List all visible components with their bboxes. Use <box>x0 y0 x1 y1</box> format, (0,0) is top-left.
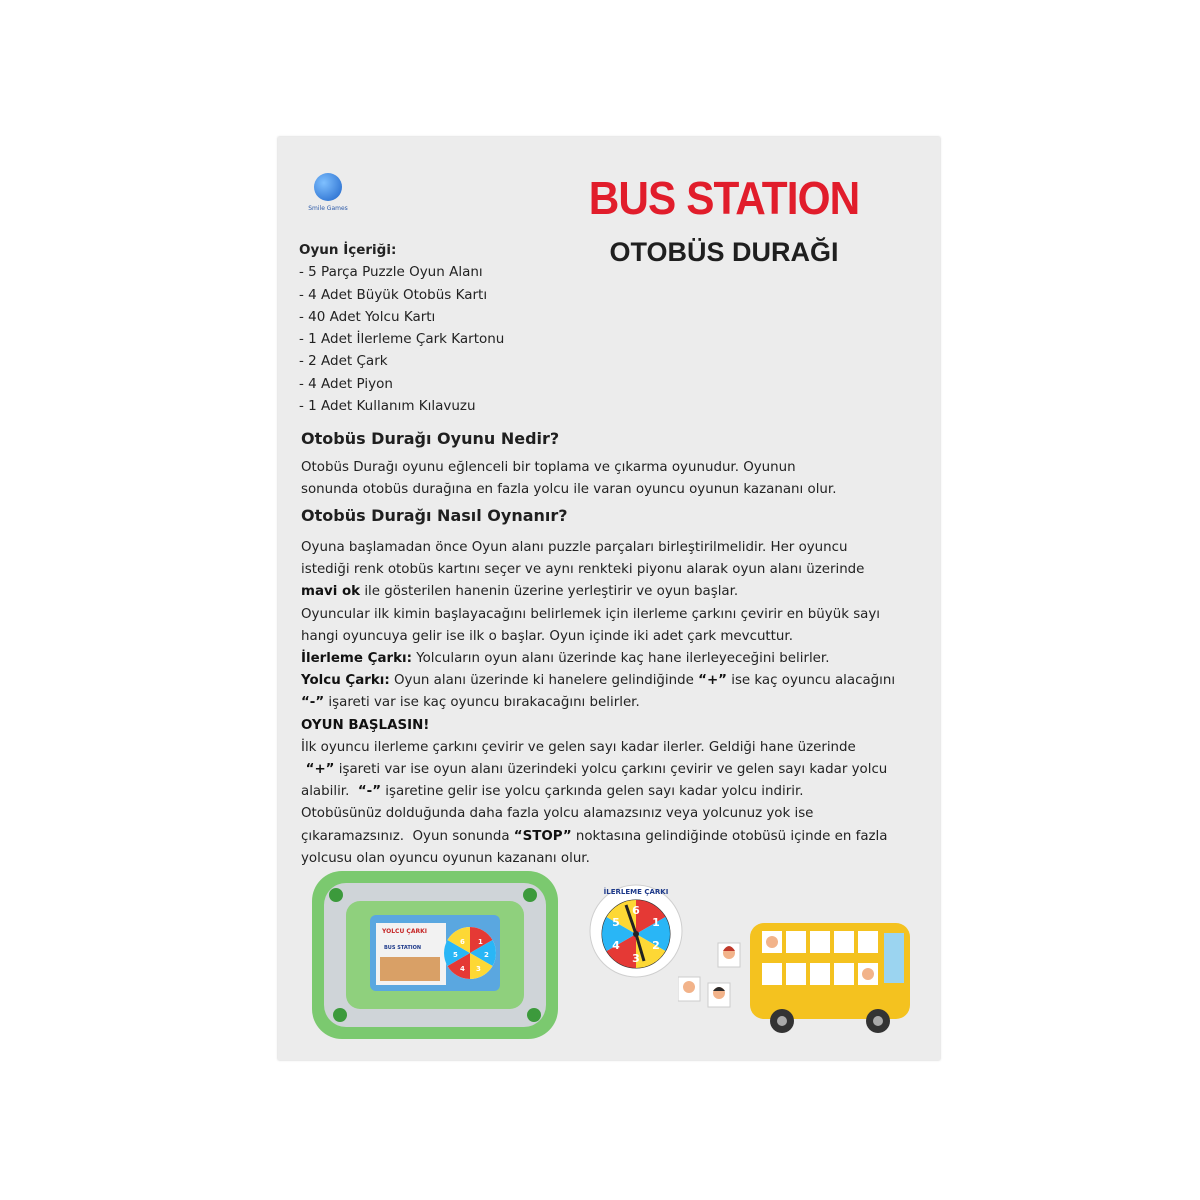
bus-window <box>786 963 806 985</box>
smile-games-icon <box>314 173 342 201</box>
how-line: Otobüsünüz dolduğunda daha fazla yolcu alamazsınız veya yolcunuz yok ise <box>301 806 814 822</box>
bus-hubcap <box>777 1016 787 1026</box>
how-line-bold: “-” <box>301 695 325 711</box>
bus-window <box>786 931 806 953</box>
how-line-bold: “STOP” <box>513 828 572 844</box>
passenger-face-icon <box>862 968 874 980</box>
bus-window <box>834 963 854 985</box>
how-line <box>301 670 926 692</box>
how-line <box>301 581 926 603</box>
wheel-number: 6 <box>632 904 640 917</box>
how-line: hangi oyuncuya gelir ise ilk o başlar. Oyun içinde iki adet çark mevcuttur. <box>301 628 793 644</box>
contents-item: - 1 Adet İlerleme Çark Kartonu <box>299 331 505 348</box>
how-line <box>301 692 926 714</box>
bus-window <box>810 931 830 953</box>
how-line <box>301 759 926 781</box>
board-station-label: BUS STATION <box>384 945 422 951</box>
what-heading: Otobüs Durağı Oyunu Nedir? <box>301 429 560 448</box>
how-line-bold: “-” <box>357 784 382 800</box>
what-paragraph <box>301 457 926 501</box>
how-line-text: ise kaç oyuncu alacağını <box>726 673 896 689</box>
contents-item: - 2 Adet Çark <box>299 353 388 370</box>
how-line-text: işareti var ise oyun alanı üzerindeki yolcu çarkını çevirir ve gelen sayı kadar yolcu <box>334 762 888 778</box>
spinner-label: İLERLEME ÇARKI <box>603 888 669 896</box>
how-paragraph <box>301 537 926 870</box>
how-line-bold: İlerleme Çarkı: <box>301 651 412 667</box>
board-center-label: YOLCU ÇARKI <box>382 928 427 935</box>
how-line: Oyuna başlamadan önce Oyun alanı puzzle parçaları birleştirilmelidir. Her oyuncu <box>301 540 848 555</box>
how-line-text: Oyun alanı üzerinde ki hanelere gelindiğinde <box>389 673 699 689</box>
small-wheel-number: 5 <box>453 951 458 959</box>
small-wheel-number: 4 <box>460 965 465 973</box>
contents-item: - 4 Adet Büyük Otobüs Kartı <box>299 286 488 303</box>
game-title: BUS STATION <box>588 172 860 224</box>
passenger-face-icon <box>683 981 695 993</box>
how-line-text: işaretine gelir ise yolcu çarkında gelen sayı kadar yolcu indirir. <box>381 784 804 800</box>
how-line-bold: “+” <box>301 762 335 778</box>
tree-icon <box>527 1008 541 1022</box>
how-heading: Otobüs Durağı Nasıl Oynanır? <box>301 506 568 525</box>
how-line <box>301 781 926 803</box>
contents-item: - 40 Adet Yolcu Kartı <box>299 308 436 325</box>
how-line-text: Yolcuların oyun alanı üzerinde kaç hane ilerleyeceğini belirler. <box>411 651 830 667</box>
brand-name: Smile Games <box>308 205 348 212</box>
start-heading: OYUN BAŞLASIN! <box>301 717 430 733</box>
small-wheel-number: 3 <box>476 965 481 973</box>
tree-icon <box>523 888 537 902</box>
what-line: Otobüs Durağı oyunu eğlenceli bir toplama ve çıkarma oyunudur. Oyunun <box>301 460 796 475</box>
bus-window <box>762 963 782 985</box>
tree-icon <box>329 888 343 902</box>
bus-window <box>810 963 830 985</box>
how-line-text: alabilir. <box>301 784 358 800</box>
how-line <box>301 648 926 670</box>
board-people <box>380 957 440 981</box>
small-wheel-number: 6 <box>460 938 465 946</box>
wheel-number: 2 <box>652 939 660 952</box>
bus-window <box>858 931 878 953</box>
spinner-pin <box>633 931 639 937</box>
bus-hubcap <box>873 1016 883 1026</box>
contents-item: - 5 Parça Puzzle Oyun Alanı <box>299 264 483 281</box>
how-line: Oyuncular ilk kimin başlayacağını belirlemek için ilerleme çarkını çevirir en büyük sayı <box>301 606 881 622</box>
passenger-face-icon <box>766 936 778 948</box>
how-line-text: noktasına gelindiğinde otobüsü içinde en fazla <box>571 828 888 844</box>
how-line-text: çıkaramazsınız. Oyun sonunda <box>301 828 514 844</box>
small-wheel-number: 2 <box>484 951 489 959</box>
bus-illustration <box>678 915 918 1040</box>
how-line: istediği renk otobüs kartını seçer ve aynı renkteki piyonu alarak oyun alanı üzerinde <box>301 562 865 578</box>
how-line: İlk oyuncu ilerleme çarkını çevirir ve gelen sayı kadar ilerler. Geldiği hane üzerinde <box>301 739 856 755</box>
brand-logo <box>308 173 348 221</box>
how-line <box>301 826 926 848</box>
contents-list <box>299 239 579 417</box>
small-wheel-number: 1 <box>478 938 483 946</box>
tree-icon <box>333 1008 347 1022</box>
contents-item: - 4 Adet Piyon <box>299 375 393 392</box>
how-line-text: ile gösterilen hanenin üzerine yerleştirir ve oyun başlar. <box>360 584 739 600</box>
wheel-number: 3 <box>632 952 640 965</box>
wheel-number: 4 <box>612 939 620 952</box>
how-line-bold: “+” <box>698 673 727 689</box>
instruction-sheet <box>278 137 940 1060</box>
game-subtitle: OTOBÜS DURAĞI <box>609 237 839 267</box>
contents-item: - 1 Adet Kullanım Kılavuzu <box>299 398 476 415</box>
what-line: sonunda otobüs durağına en fazla yolcu ile varan oyuncu oyunun kazananı olur. <box>301 482 837 498</box>
bus-window <box>834 931 854 953</box>
progress-spinner-illustration <box>586 879 686 979</box>
how-line: yolcusu olan oyuncu oyunun kazananı olur. <box>301 850 590 866</box>
wheel-number: 1 <box>652 916 660 929</box>
how-line-text: işareti var ise kaç oyuncu bırakacağını belirler. <box>324 695 640 711</box>
how-line-bold: Yolcu Çarkı: <box>301 673 390 689</box>
how-line-bold: mavi ok <box>301 584 361 600</box>
wheel-number: 5 <box>612 916 620 929</box>
game-board-illustration <box>310 869 560 1041</box>
contents-heading: Oyun İçeriği: <box>299 242 397 258</box>
bus-windshield <box>884 933 904 983</box>
how-line <box>301 715 926 737</box>
